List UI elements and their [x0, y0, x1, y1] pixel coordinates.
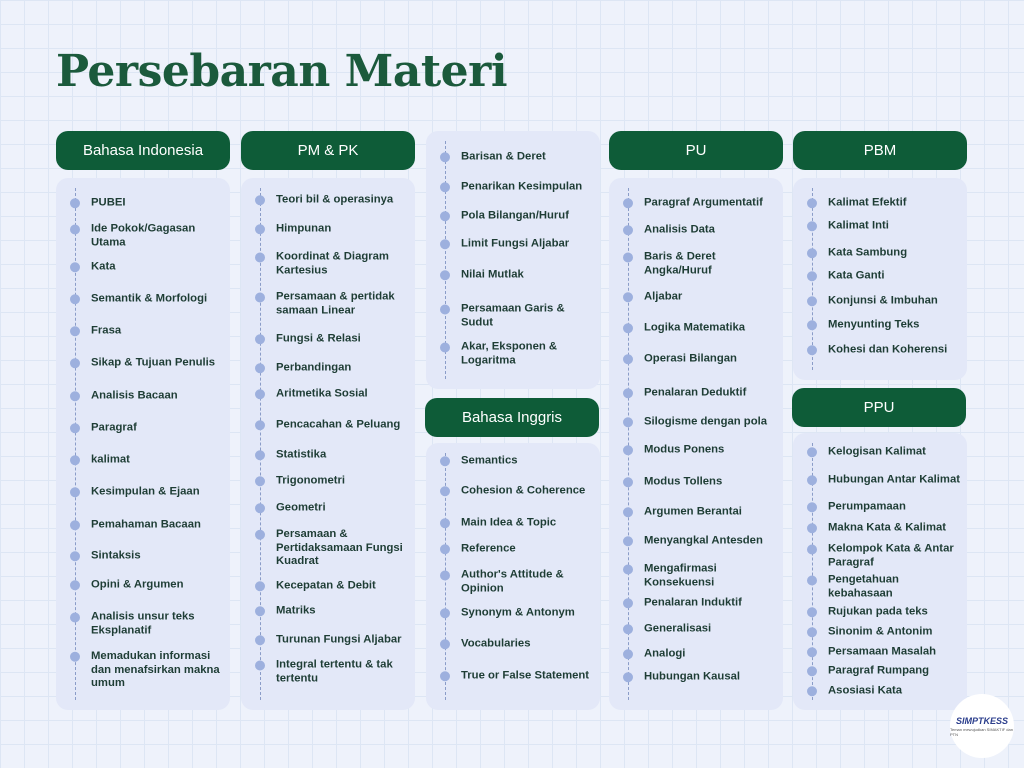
bullet-dot: [623, 354, 633, 364]
topic-label: Koordinat & Diagram Kartesius: [276, 250, 389, 276]
card-bahasa-inggris: [426, 443, 600, 710]
bullet-dot: [255, 224, 265, 234]
topic-label: Reference: [461, 542, 516, 555]
bullet-dot: [70, 520, 80, 530]
topic-item: [440, 484, 594, 498]
topic-label: Baris & Deret Angka/Huruf: [644, 250, 716, 276]
topic-item: [623, 386, 777, 400]
topic-item: [255, 659, 409, 686]
topic-label: Statistika: [276, 448, 327, 461]
bullet-dot: [70, 613, 80, 623]
topic-item: [440, 341, 594, 368]
topic-item: [623, 596, 777, 610]
topic-item: [440, 569, 594, 596]
topic-label: Kelompok Kata & Antar Paragraf: [828, 542, 954, 568]
bullet-dot: [255, 661, 265, 671]
topic-label: Mengafirmasi Konsekuensi: [644, 562, 717, 588]
topic-label: Kelogisan Kalimat: [828, 445, 926, 458]
bullet-dot: [440, 544, 450, 554]
topic-label: Logika Matematika: [644, 321, 746, 334]
bullet-dot: [255, 635, 265, 645]
bullet-dot: [623, 225, 633, 235]
bullet-dot: [440, 152, 450, 162]
bullet-dot: [70, 358, 80, 368]
topic-label: Aritmetika Sosial: [276, 387, 368, 400]
bullet-dot: [807, 545, 817, 555]
bullet-dot: [440, 239, 450, 249]
card-bahasa-indonesia: [56, 178, 230, 710]
card-pm-pk-continued: [426, 131, 600, 389]
topic-item: [440, 542, 594, 556]
topic-label: Semantics: [461, 454, 518, 467]
topic-label: Kata Ganti: [828, 269, 885, 282]
topic-item: [807, 684, 961, 698]
topic-label: Analisis Bacaan: [91, 389, 178, 402]
topic-label: Kecepatan & Debit: [276, 579, 376, 592]
topic-item: [623, 352, 777, 366]
bullet-dot: [807, 686, 817, 696]
topic-label: Matriks: [276, 604, 316, 617]
bullet-dot: [70, 652, 80, 662]
bullet-dot: [255, 195, 265, 205]
topic-label: Author's Attitude & Opinion: [461, 568, 564, 594]
topic-label: Persamaan & pertidak samaan Linear: [276, 290, 395, 316]
bullet-dot: [440, 639, 450, 649]
topic-item: [440, 209, 594, 223]
topic-item: [440, 454, 594, 468]
topic-label: Semantik & Morfologi: [91, 292, 208, 305]
topic-item: [807, 664, 961, 678]
topic-label: Kata: [91, 260, 116, 273]
topic-item: [70, 578, 224, 592]
topic-item: [70, 223, 224, 250]
topic-item: [70, 518, 224, 532]
bullet-dot: [807, 666, 817, 676]
bullet-dot: [807, 271, 817, 281]
topic-label: Aljabar: [644, 290, 683, 303]
topic-label: Teori bil & operasinya: [276, 193, 394, 206]
topic-label: Fungsi & Relasi: [276, 332, 361, 345]
topic-label: Pola Bilangan/Huruf: [461, 209, 569, 222]
bullet-dot: [623, 565, 633, 575]
topic-label: Perumpamaan: [828, 500, 906, 513]
topic-item: [70, 389, 224, 403]
topic-label: Trigonometri: [276, 474, 346, 487]
topic-label: Penarikan Kesimpulan: [461, 180, 583, 193]
topic-item: [255, 418, 409, 432]
topic-label: Paragraf: [91, 421, 137, 434]
topic-item: [807, 625, 961, 639]
bullet-dot: [623, 507, 633, 517]
topic-label: Generalisasi: [644, 622, 712, 635]
topic-item: [623, 415, 777, 429]
logo-wordmark: SIMPTKESS: [955, 715, 1008, 726]
topic-label: Turunan Fungsi Aljabar: [276, 633, 402, 646]
topic-label: Analogi: [644, 647, 686, 660]
topic-label: Persamaan Garis & Sudut: [461, 302, 565, 328]
topic-item: [440, 303, 594, 330]
bullet-dot: [807, 523, 817, 533]
bullet-dot: [255, 476, 265, 486]
bullet-dot: [70, 487, 80, 497]
bullet-dot: [623, 253, 633, 263]
bullet-dot: [623, 323, 633, 333]
card-pbm: [793, 178, 967, 380]
topic-item: [70, 356, 224, 370]
topic-label: Barisan & Deret: [461, 150, 546, 163]
bullet-dot: [623, 445, 633, 455]
topic-label: Geometri: [276, 501, 326, 514]
bullet-dot: [807, 221, 817, 231]
header-bahasa-inggris: Bahasa Inggris: [425, 398, 599, 437]
topic-label: Hubungan Kausal: [644, 670, 741, 683]
bullet-dot: [255, 253, 265, 263]
bullet-dot: [255, 606, 265, 616]
bullet-dot: [807, 345, 817, 355]
topic-label: Modus Ponens: [644, 443, 725, 456]
topic-item: [623, 443, 777, 457]
topic-item: [623, 505, 777, 519]
topic-item: [807, 445, 961, 459]
topic-item: [807, 246, 961, 260]
bullet-dot: [807, 447, 817, 457]
header-pbm: PBM: [793, 131, 967, 170]
topic-label: Asosiasi Kata: [828, 684, 903, 697]
bullet-dot: [255, 503, 265, 513]
topic-item: [440, 606, 594, 620]
card-ppu: [793, 433, 967, 710]
bullet-dot: [623, 598, 633, 608]
topic-item: [807, 500, 961, 514]
bullet-dot: [440, 343, 450, 353]
bullet-dot: [255, 293, 265, 303]
bullet-dot: [440, 270, 450, 280]
bullet-dot: [807, 248, 817, 258]
topic-label: Kata Sambung: [828, 246, 908, 259]
topic-item: [623, 196, 777, 210]
card-pm-pk: [241, 178, 415, 710]
bullet-dot: [70, 262, 80, 272]
bullet-dot: [70, 551, 80, 561]
bullet-dot: [807, 198, 817, 208]
topic-item: [807, 294, 961, 308]
card-pu: [609, 178, 783, 710]
bullet-dot: [807, 607, 817, 617]
topic-item: [807, 521, 961, 535]
bullet-dot: [440, 486, 450, 496]
topic-label: Pencacahan & Peluang: [276, 418, 401, 431]
brand-logo: [950, 694, 1014, 758]
topic-label: Kalimat Inti: [828, 219, 889, 232]
topic-label: Main Idea & Topic: [461, 516, 557, 529]
bullet-dot: [807, 502, 817, 512]
bullet-dot: [623, 198, 633, 208]
topic-item: [70, 421, 224, 435]
topic-label: Konjunsi & Imbuhan: [828, 294, 938, 307]
topic-label: Perbandingan: [276, 361, 352, 374]
header-pm-pk: PM & PK: [241, 131, 415, 170]
bullet-dot: [255, 450, 265, 460]
bullet-dot: [70, 225, 80, 235]
topic-label: Sintaksis: [91, 549, 141, 562]
topic-item: [440, 268, 594, 282]
topic-label: Frasa: [91, 324, 122, 337]
topic-label: Rujukan pada teks: [828, 605, 928, 618]
bullet-dot: [807, 296, 817, 306]
topic-label: Limit Fungsi Aljabar: [461, 237, 570, 250]
header-pu: PU: [609, 131, 783, 170]
topic-label: Synonym & Antonym: [461, 606, 575, 619]
topic-item: [807, 574, 961, 601]
bullet-dot: [440, 518, 450, 528]
topic-label: Pengetahuan kebahasaan: [828, 573, 899, 599]
topic-item: [255, 332, 409, 346]
bullet-dot: [623, 292, 633, 302]
topic-item: [623, 534, 777, 548]
topic-label: Operasi Bilangan: [644, 352, 737, 365]
bullet-dot: [440, 608, 450, 618]
topic-item: [807, 318, 961, 332]
topic-label: Kesimpulan & Ejaan: [91, 485, 200, 498]
topic-item: [807, 473, 961, 487]
bullet-dot: [70, 391, 80, 401]
topic-item: [70, 324, 224, 338]
topic-label: Memadukan informasi dan menafsirkan makna umum: [91, 649, 220, 689]
topic-label: Kohesi dan Koherensi: [828, 343, 948, 356]
bullet-dot: [70, 455, 80, 465]
bullet-dot: [623, 536, 633, 546]
topic-item: [255, 633, 409, 647]
bullet-dot: [440, 211, 450, 221]
bullet-dot: [255, 530, 265, 540]
bullet-dot: [70, 198, 80, 208]
bullet-dot: [70, 580, 80, 590]
topic-label: Akar, Eksponen & Logaritma: [461, 340, 558, 366]
topic-label: Makna Kata & Kalimat: [828, 521, 947, 534]
topic-item: [807, 219, 961, 233]
topic-label: Opini & Argumen: [91, 578, 184, 591]
topic-label: Sikap & Tujuan Penulis: [91, 356, 216, 369]
topic-item: [623, 647, 777, 661]
topic-label: Himpunan: [276, 222, 332, 235]
bullet-dot: [807, 475, 817, 485]
topic-item: [807, 269, 961, 283]
topic-item: [623, 475, 777, 489]
bullet-dot: [440, 456, 450, 466]
topic-label: Persamaan Masalah: [828, 645, 937, 658]
bullet-dot: [440, 571, 450, 581]
bullet-dot: [70, 294, 80, 304]
bullet-dot: [807, 627, 817, 637]
topic-item: [623, 251, 777, 278]
bullet-dot: [255, 389, 265, 399]
logo-tagline: Teman mewujudkan SIMAKTIF dan PTN: [950, 726, 1013, 737]
topic-item: [255, 579, 409, 593]
bullet-dot: [807, 576, 817, 586]
topic-label: Cohesion & Coherence: [461, 484, 586, 497]
bullet-dot: [807, 647, 817, 657]
topic-label: Penalaran Induktif: [644, 596, 742, 609]
bullet-dot: [255, 334, 265, 344]
topic-item: [70, 196, 224, 210]
topic-item: [440, 180, 594, 194]
topic-label: Menyangkal Antesden: [644, 534, 763, 547]
topic-item: [255, 222, 409, 236]
bullet-dot: [255, 420, 265, 430]
topic-item: [255, 193, 409, 207]
topic-item: [255, 501, 409, 515]
topic-label: Sinonim & Antonim: [828, 625, 933, 638]
bullet-dot: [440, 305, 450, 315]
topic-label: Ide Pokok/Gagasan Utama: [91, 222, 196, 248]
topic-label: Kalimat Efektif: [828, 196, 907, 209]
topic-item: [440, 150, 594, 164]
topic-label: Paragraf Rumpang: [828, 664, 930, 677]
topic-item: [623, 563, 777, 590]
topic-item: [807, 196, 961, 210]
topic-item: [255, 528, 409, 569]
topic-item: [70, 650, 224, 691]
bullet-dot: [255, 363, 265, 373]
topic-label: Penalaran Deduktif: [644, 386, 747, 399]
bullet-dot: [70, 326, 80, 336]
header-ppu: PPU: [792, 388, 966, 427]
topic-item: [807, 543, 961, 570]
topic-label: Nilai Mutlak: [461, 268, 524, 281]
topic-item: [440, 237, 594, 251]
bullet-dot: [70, 423, 80, 433]
topic-item: [70, 260, 224, 274]
topic-item: [623, 290, 777, 304]
topic-item: [70, 611, 224, 638]
topic-item: [623, 223, 777, 237]
topic-item: [255, 251, 409, 278]
bullet-dot: [623, 388, 633, 398]
bullet-dot: [807, 320, 817, 330]
topic-item: [623, 622, 777, 636]
bullet-dot: [440, 671, 450, 681]
topic-label: kalimat: [91, 453, 130, 466]
bullet-dot: [255, 581, 265, 591]
topic-item: [807, 343, 961, 357]
topic-item: [70, 453, 224, 467]
bullet-dot: [623, 417, 633, 427]
topic-label: True or False Statement: [461, 669, 590, 682]
topic-item: [70, 549, 224, 563]
topic-item: [440, 669, 594, 683]
bullet-dot: [440, 182, 450, 192]
topic-item: [255, 387, 409, 401]
topic-item: [440, 637, 594, 651]
bullet-dot: [623, 649, 633, 659]
topic-label: Analisis Data: [644, 223, 715, 236]
topic-label: Menyunting Teks: [828, 318, 920, 331]
topic-item: [623, 670, 777, 684]
topic-label: PUBEI: [91, 196, 126, 209]
topic-label: Hubungan Antar Kalimat: [828, 473, 961, 486]
topic-item: [255, 448, 409, 462]
bullet-dot: [623, 672, 633, 682]
bullet-dot: [623, 477, 633, 487]
topic-item: [623, 321, 777, 335]
topic-label: Modus Tollens: [644, 475, 723, 488]
topic-item: [255, 361, 409, 375]
page-title: Persebaran Materi: [56, 46, 508, 97]
topic-label: Analisis unsur teks Eksplanatif: [91, 610, 195, 636]
topic-item: [255, 291, 409, 318]
topic-item: [807, 645, 961, 659]
topic-label: Integral tertentu & tak tertentu: [276, 658, 393, 684]
topic-item: [70, 292, 224, 306]
topic-item: [807, 605, 961, 619]
topic-label: Argumen Berantai: [644, 505, 742, 518]
topic-item: [70, 485, 224, 499]
topic-label: Vocabularies: [461, 637, 531, 650]
topic-item: [440, 516, 594, 530]
topic-item: [255, 474, 409, 488]
topic-item: [255, 604, 409, 618]
topic-label: Paragraf Argumentatif: [644, 196, 763, 209]
bullet-dot: [623, 624, 633, 634]
topic-label: Pemahaman Bacaan: [91, 518, 201, 531]
topic-label: Silogisme dengan pola: [644, 415, 768, 428]
header-bahasa-indonesia: Bahasa Indonesia: [56, 131, 230, 170]
topic-label: Persamaan & Pertidaksamaan Fungsi Kuadrat: [276, 527, 403, 567]
